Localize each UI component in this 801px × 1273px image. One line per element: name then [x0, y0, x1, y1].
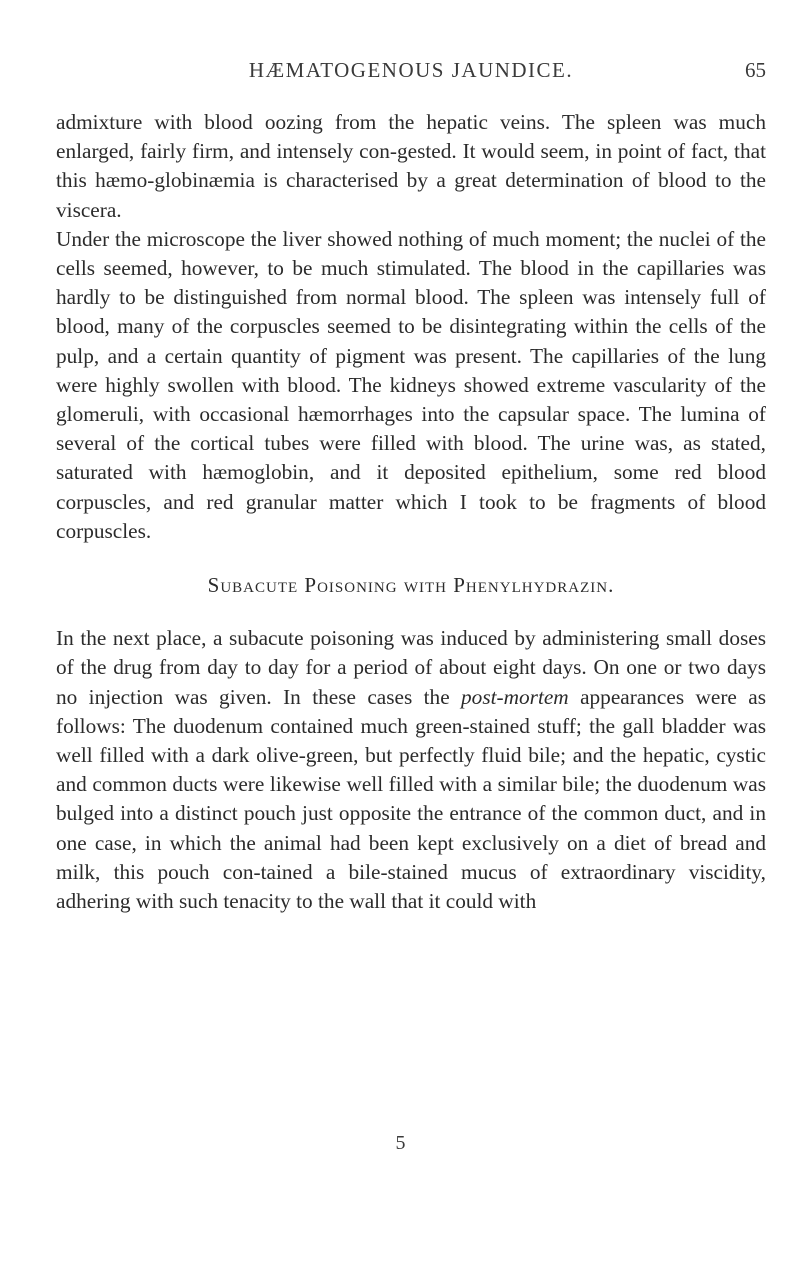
paragraph-subacute	[56, 624, 766, 916]
signature-mark: 5	[395, 1132, 406, 1154]
paragraph-subacute-part2: appearances were as follows: The duodenum contained much green-stained stuff; the gall bladder was well filled with a dark olive-green, but perfectly fluid bile; and the hepatic, cystic and common ducts were likewise well filled with a similar bile; the duodenum was bulged into a distinct pouch just opposite the entrance of the common duct, and in one case, in which the animal had been kept exclusively on a diet of bread and milk, this pouch con-tained a bile-stained mucus of extraordinary viscidity, adhering with such tenacity to the wall that it could with	[56, 684, 766, 914]
paragraph-continuation: admixture with blood oozing from the hepatic veins. The spleen was much enlarged, fairly firm, and intensely con-gested. It would seem, in point of fact, that this hæmo-globinæmia is characterised by a great determination of blood to the viscera.	[56, 110, 766, 222]
body-text	[56, 108, 766, 916]
running-head	[56, 58, 766, 88]
italic-term: post-mortem	[461, 684, 569, 709]
section-heading: Subacute Poisoning with Phenylhydrazin.	[207, 573, 615, 598]
paragraph-subacute-part1: In the next place, a subacute poisoning was induced by administering small doses of the drug from day to day for a period of about eight days. On one or two days no injection was given. In these cases the	[56, 626, 766, 709]
running-title: HÆMATOGENOUS JAUNDICE.	[248, 58, 574, 82]
page-number: 65	[745, 58, 766, 82]
paragraph-microscope: Under the microscope the liver showed nothing of much moment; the nuclei of the cells seemed, however, to be much stimulated. The blood in the capillaries was hardly to be distinguished from normal blood. The spleen was intensely full of blood, many of the corpuscles seemed to be disintegrating within the cells of the pulp, and a certain quantity of pigment was present. The capillaries of the lung were highly swollen with blood. The kidneys showed extreme vascularity of the glomeruli, with occasional hæmorrhages into the capsular space. The lumina of several of the cortical tubes were filled with blood. The urine was, as stated, saturated with hæmoglobin, and it deposited epithelium, some red blood corpuscles, and red granular matter which I took to be fragments of blood corpuscles.	[56, 226, 766, 543]
